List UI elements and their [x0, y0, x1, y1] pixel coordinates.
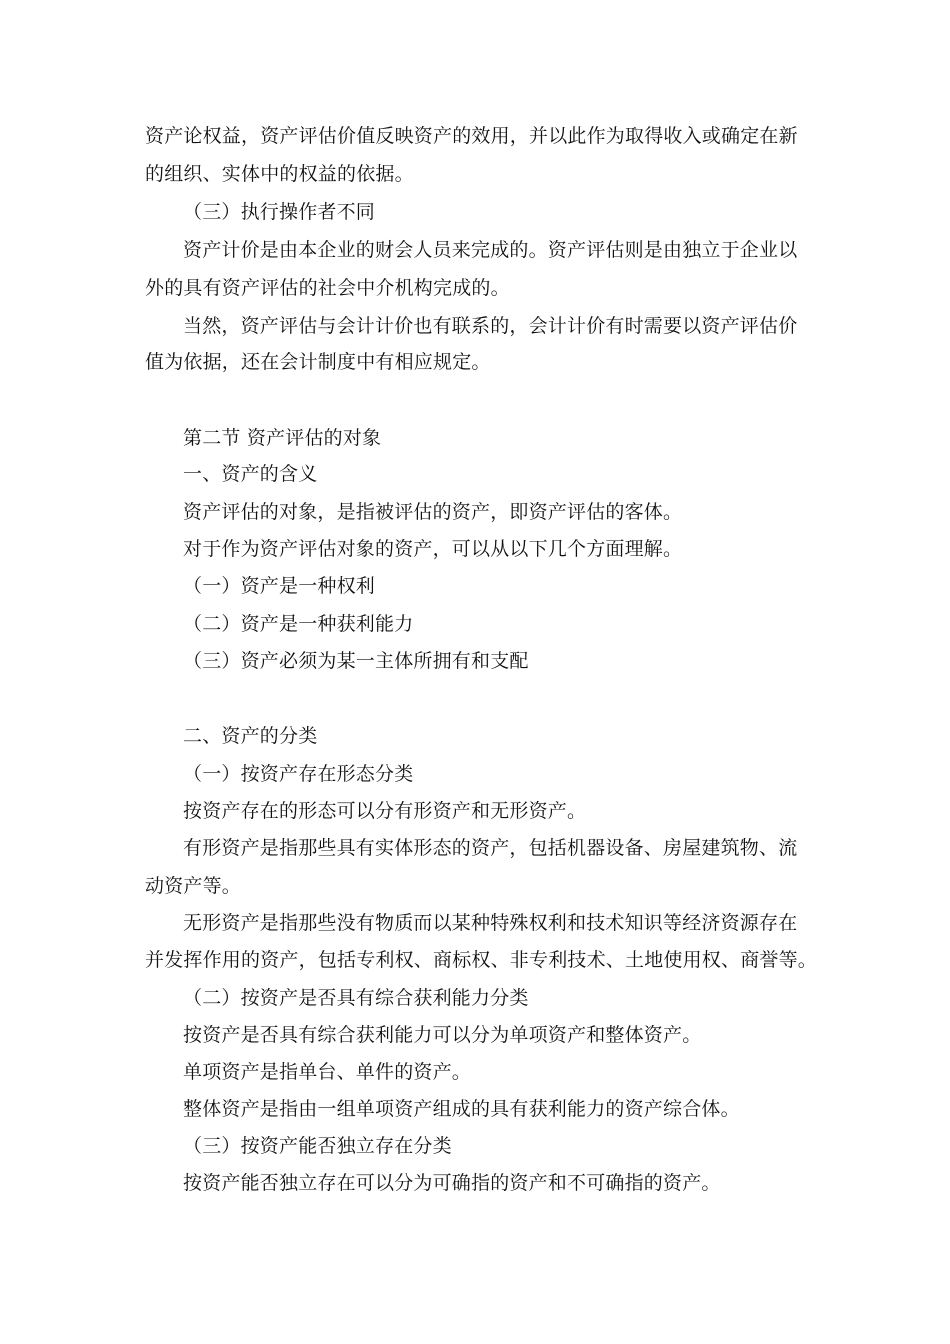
text-line-7: 值为依据，还在会计制度中有相应规定。	[145, 351, 491, 373]
section-heading: 第二节 资产评估的对象	[183, 427, 382, 449]
list-item-3: （三）资产必须为某一主体所拥有和支配	[183, 650, 529, 672]
text-line-6: 当然，资产评估与会计计价也有联系的，会计计价有时需要以资产评估价	[183, 315, 798, 337]
text-line-2: 的组织、实体中的权益的依据。	[145, 163, 414, 185]
text-line-3: （三）执行操作者不同	[183, 201, 376, 223]
text-line-10: 资产评估的对象，是指被评估的资产，即资产评估的客体。	[183, 501, 683, 523]
list-item-2: （二）资产是一种获利能力	[183, 613, 414, 635]
text-line-16: （一）按资产存在形态分类	[183, 763, 414, 785]
text-line-5: 外的具有资产评估的社会中介机构完成的。	[145, 277, 510, 299]
text-line-11: 对于作为资产评估对象的资产，可以从以下几个方面理解。	[183, 538, 683, 560]
text-line-27: 按资产能否独立存在可以分为可确指的资产和不可确指的资产。	[183, 1172, 721, 1194]
text-line-20: 无形资产是指那些没有物质而以某种特殊权利和技术知识等经济资源存在	[183, 912, 798, 934]
text-line-25: 整体资产是指由一组单项资产组成的具有获利能力的资产综合体。	[183, 1098, 740, 1120]
list-item-1: （一）资产是一种权利	[183, 575, 376, 597]
text-line-1: 资产论权益，资产评估价值反映资产的效用，并以此作为取得收入或确定在新	[145, 125, 798, 147]
text-line-24: 单项资产是指单台、单件的资产。	[183, 1061, 472, 1083]
subheading-asset-classification: 二、资产的分类	[183, 725, 318, 747]
text-line-18: 有形资产是指那些具有实体形态的资产，包括机器设备、房屋建筑物、流	[183, 837, 798, 859]
subheading-asset-meaning: 一、资产的含义	[183, 463, 318, 485]
text-line-22: （二）按资产是否具有综合获利能力分类	[183, 987, 529, 1009]
text-line-26: （三）按资产能否独立存在分类	[183, 1135, 452, 1157]
text-line-21: 并发挥作用的资产，包括专利权、商标权、非专利技术、土地使用权、商誉等。	[145, 949, 818, 971]
text-line-17: 按资产存在的形态可以分有形资产和无形资产。	[183, 800, 587, 822]
text-line-23: 按资产是否具有综合获利能力可以分为单项资产和整体资产。	[183, 1024, 702, 1046]
text-line-19: 动资产等。	[145, 875, 242, 897]
text-line-4: 资产计价是由本企业的财会人员来完成的。资产评估则是由独立于企业以	[183, 239, 798, 261]
